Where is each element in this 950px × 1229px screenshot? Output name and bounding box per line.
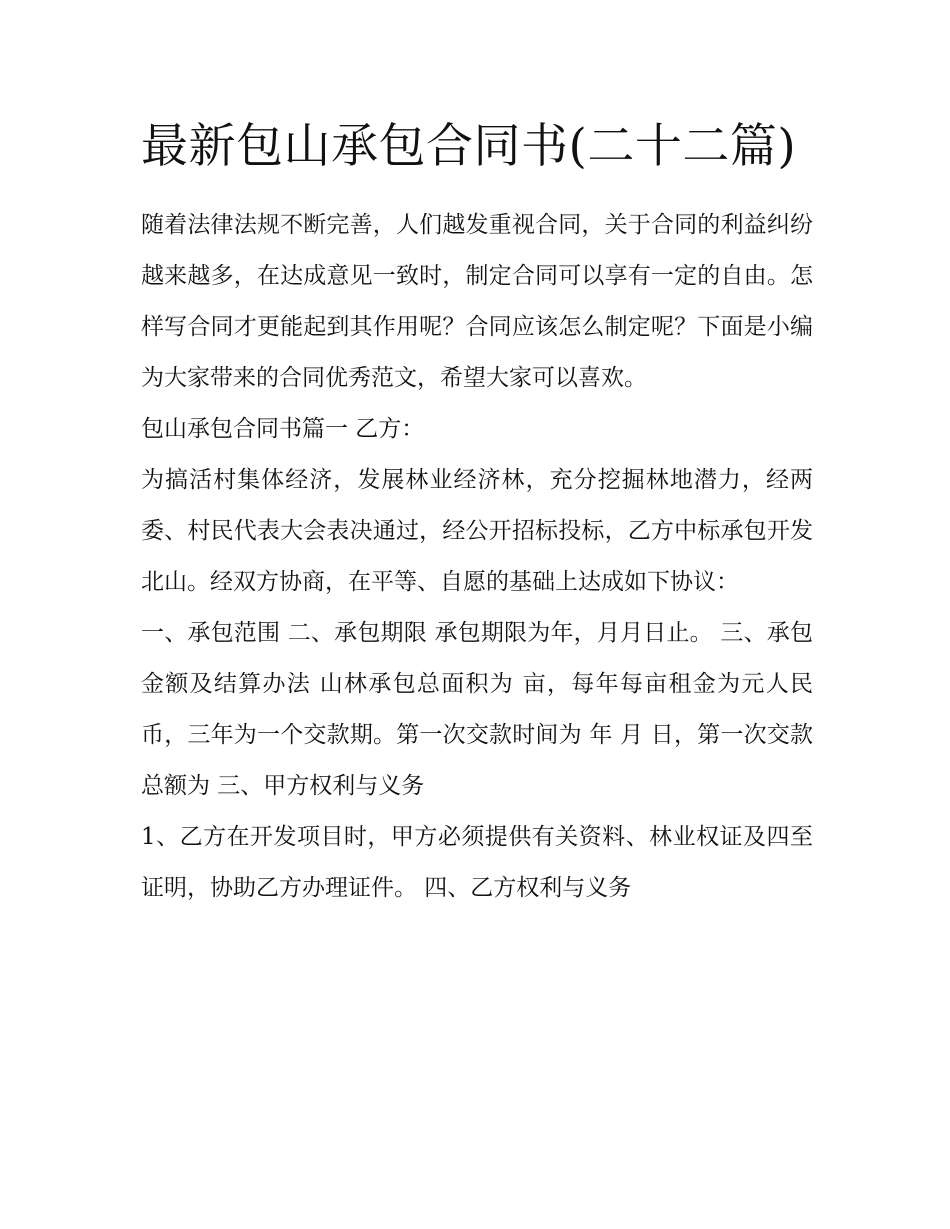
section-heading-chapter-one: 包山承包合同书篇一 乙方： (141, 416, 425, 442)
contract-terms-paragraph: 一、承包范围 二、承包期限 承包期限为年，月月日止。 三、承包金额及结算办法 山林承包总面积为 亩，每年每亩租金为元人民币，三年为一个交款期。第一次交款时间为 年 月 日，第一次交款总额为 三、甲方权利与义务 (141, 620, 813, 799)
preamble-paragraph: 为搞活村集体经济，发展林业经济林，充分挖掘林地潜力，经两委、村民代表大会表决通过，经公开招标投标，乙方中标承包开发北山。经双方协商，在平等、自愿的基础上达成如下协议： (141, 467, 813, 595)
document-title: 最新包山承包合同书(二十二篇) (141, 119, 797, 174)
intro-paragraph: 随着法律法规不断完善，人们越发重视合同，关于合同的利益纠纷越来越多，在达成意见一致时，制定合同可以享有一定的自由。怎样写合同才更能起到其作用呢？合同应该怎么制定呢？下面是小编为大家带来的合同优秀范文，希望大家可以喜欢。 (141, 212, 813, 391)
obligations-paragraph: 1、乙方在开发项目时，甲方必须提供有关资料、林业权证及四至证明，协助乙方办理证件。 四、乙方权利与义务 (141, 824, 813, 901)
document-page (141, 112, 813, 914)
